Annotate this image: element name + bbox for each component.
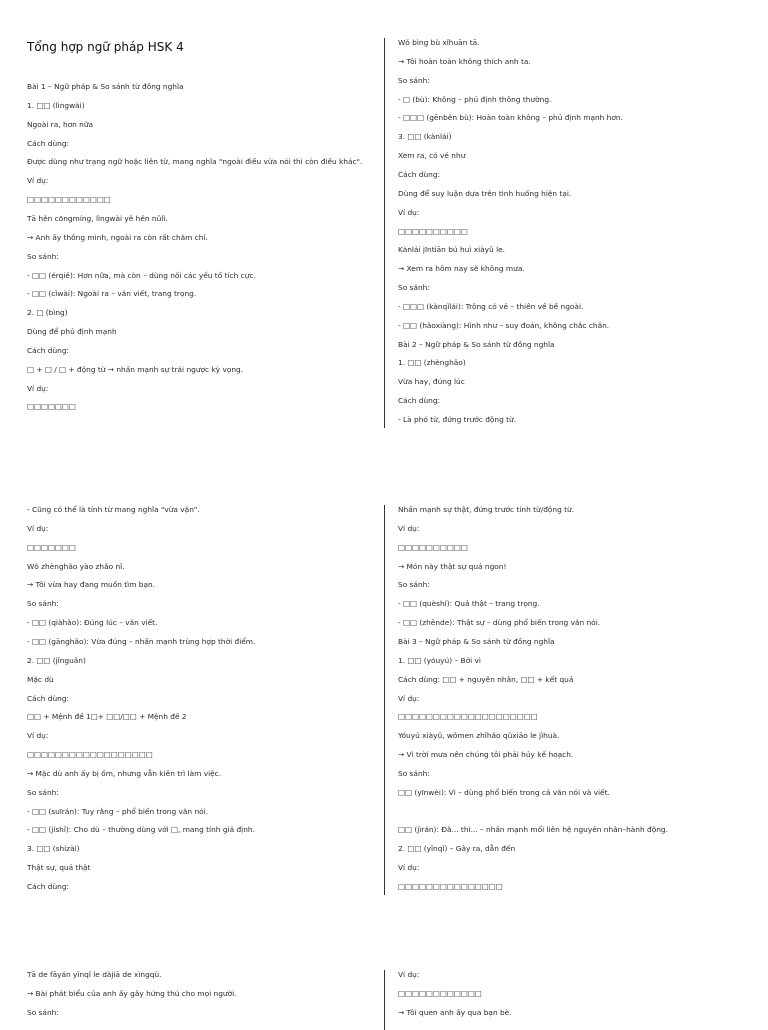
text-line: □□□□□□□□□□□□ xyxy=(27,195,111,205)
text-line: 3. □□ (kànlái) xyxy=(398,132,452,142)
text-line: → Anh ấy thông minh, ngoài ra còn rất chăm chỉ. xyxy=(27,232,208,242)
text-line: □□□□□□□ xyxy=(27,402,76,412)
text-line: - □□ (suīrán): Tuy rằng – phổ biến trong văn nói. xyxy=(27,806,209,816)
text-line: Tā hěn cōngmíng, lìngwài yě hěn nǔlì. xyxy=(27,213,168,223)
text-line: Vừa hay, đúng lúc xyxy=(398,377,465,387)
text-line: So sánh: xyxy=(398,75,430,85)
text-line: Ví dụ: xyxy=(27,731,49,741)
text-line: 3. □□ (shízài) xyxy=(27,844,80,854)
text-line: Ngoài ra, hơn nữa xyxy=(27,119,94,129)
text-line: Mặc dù xyxy=(27,674,54,684)
text-line: Cách dùng: □□ + nguyên nhân, □□ + kết quả xyxy=(398,674,574,684)
text-line: → Tôi hoàn toàn không thích anh ta. xyxy=(398,56,531,66)
text-line: Yóuyú xiàyǔ, wǒmen zhǐhǎo qǔxiāo le jìhuà. xyxy=(398,731,560,741)
text-line: → Mặc dù anh ấy bị ốm, nhưng vẫn kiên trì làm việc. xyxy=(27,768,222,778)
text-line: So sánh: xyxy=(27,1007,59,1017)
column-divider xyxy=(384,970,385,1030)
text-line: So sánh: xyxy=(27,251,59,261)
text-line: □□ (yīnwèi): Vì – dùng phổ biến trong cả văn nói và viết. xyxy=(398,787,610,797)
text-line: - □ (bù): Không – phủ định thông thường. xyxy=(398,94,552,104)
text-line: → Món này thật sự quá ngon! xyxy=(398,561,507,571)
text-line: □ + □ / □ + động từ → nhấn mạnh sự trái ngược kỳ vọng. xyxy=(27,364,244,374)
text-line: So sánh: xyxy=(398,768,430,778)
text-line: □□□□□□□□□□ xyxy=(398,542,468,552)
text-line: □□□□□□□□□□□□ xyxy=(398,988,482,998)
text-line: Cách dùng: xyxy=(398,169,441,179)
text-line: So sánh: xyxy=(398,283,430,293)
text-line: Ví dụ: xyxy=(398,693,420,703)
text-line: → Vì trời mưa nên chúng tôi phải hủy kế hoạch. xyxy=(398,750,574,760)
text-line: 2. □□ (jǐnguǎn) xyxy=(27,655,86,665)
text-line: Cách dùng: xyxy=(27,138,70,148)
column-divider xyxy=(384,38,385,428)
text-line: Ví dụ: xyxy=(398,970,420,979)
text-line: Ví dụ: xyxy=(398,523,420,533)
text-line: □□ + Mệnh đề 1□+ □□/□□ + Mệnh đề 2 xyxy=(27,712,187,722)
text-line: Kànlái jīntiān bú huì xiàyǔ le. xyxy=(398,245,506,255)
text-line: 1. □□ (yóuyú) – Bởi vì xyxy=(398,655,481,665)
text-line: Dùng để suy luận dựa trên tình huống hiện tại. xyxy=(398,188,572,198)
text-line: Bài 1 – Ngữ pháp & So sánh từ đồng nghĩa xyxy=(27,82,184,91)
text-line: - □□ (gānghǎo): Vừa đúng – nhấn mạnh trùng hợp thời điểm. xyxy=(27,636,256,646)
text-line: → Bài phát biểu của anh ấy gây hứng thú cho mọi người. xyxy=(27,988,237,998)
text-line: Bài 2 – Ngữ pháp & So sánh từ đồng nghĩa xyxy=(398,339,555,349)
document-title: Tổng hợp ngữ pháp HSK 4 xyxy=(27,40,184,54)
text-line: - □□ (qiàhǎo): Đúng lúc – văn viết. xyxy=(27,618,158,628)
text-line: □□□□□□□□□□ xyxy=(398,226,468,236)
text-line: 1. □□ (lìngwài) xyxy=(27,100,85,110)
text-line: - □□□ (gēnběn bù): Hoàn toàn không – phủ định mạnh hơn. xyxy=(398,113,623,123)
text-line: Cách dùng: xyxy=(27,693,70,703)
text-line: Thật sự, quả thật xyxy=(27,863,91,873)
text-line: Ví dụ: xyxy=(27,383,49,393)
text-line: Được dùng như trạng ngữ hoặc liên từ, mang nghĩa "ngoài điều vừa nói thì còn điều khác". xyxy=(27,157,363,167)
text-line: - □□ (jíshǐ): Cho dù – thường dùng với □, mang tính giả định. xyxy=(27,825,255,835)
column-divider xyxy=(384,505,385,895)
text-line: Ví dụ: xyxy=(398,863,420,873)
text-line: Xem ra, có vẻ như xyxy=(398,151,466,161)
text-line: So sánh: xyxy=(398,580,430,590)
text-line: □□□□□□□□□□□□□□□ xyxy=(398,882,503,891)
text-line: Cách dùng: xyxy=(27,882,70,891)
text-line: → Tôi vừa hay đang muốn tìm bạn. xyxy=(27,580,156,590)
text-line: Ví dụ: xyxy=(27,176,49,186)
text-line: - Cũng có thể là tính từ mang nghĩa "vừa vặn". xyxy=(27,505,200,514)
text-line: - □□□ (kànqǐlái): Trông có vẻ – thiên về bề ngoài. xyxy=(398,301,584,311)
text-line: Wǒ zhènghǎo yào zhǎo nǐ. xyxy=(27,561,125,571)
text-line: □□□□□□□□□□□□□□□□□□□□ xyxy=(398,712,538,722)
text-line: 1. □□ (zhènghǎo) xyxy=(398,358,466,368)
text-line: Tā de fāyán yǐnqǐ le dàjiā de xìngqù. xyxy=(27,970,162,979)
text-line: Cách dùng: xyxy=(27,345,70,355)
text-line: So sánh: xyxy=(27,787,59,797)
text-line: - □□ (cǐwài): Ngoài ra – văn viết, trang trọng. xyxy=(27,289,197,299)
text-line: → Tôi quen anh ấy qua bạn bè. xyxy=(398,1007,512,1017)
text-line: - Là phó từ, đứng trước động từ. xyxy=(398,415,517,424)
text-line: Wǒ bìng bù xǐhuān tā. xyxy=(398,38,480,47)
text-line: 2. □ (bìng) xyxy=(27,308,68,318)
text-line: 2. □□ (yǐnqǐ) – Gây ra, dẫn đến xyxy=(398,844,516,854)
text-line: Bài 3 – Ngữ pháp & So sánh từ đồng nghĩa xyxy=(398,636,555,646)
text-line: - □□ (érqiě): Hơn nữa, mà còn – dùng nối các yếu tố tích cực. xyxy=(27,270,256,280)
text-line: □□□□□□□ xyxy=(27,542,76,552)
text-line: □□ (jìrán): Đã... thì... – nhấn mạnh mối liên hệ nguyên nhân–hành động. xyxy=(398,825,668,835)
text-line: - □□ (quèshí): Quả thật – trang trọng. xyxy=(398,599,540,609)
text-line: - □□ (hǎoxiàng): Hình như – suy đoán, không chắc chắn. xyxy=(398,320,610,330)
text-line: Dùng để phủ định mạnh xyxy=(27,327,117,337)
text-line: Nhấn mạnh sự thật, đứng trước tính từ/động từ. xyxy=(398,505,575,514)
text-line: Ví dụ: xyxy=(398,207,420,217)
text-line: Cách dùng: xyxy=(398,396,441,406)
text-line: So sánh: xyxy=(27,599,59,609)
text-line: □□□□□□□□□□□□□□□□□□ xyxy=(27,750,153,760)
text-line: - □□ (zhēnde): Thật sự – dùng phổ biến trong văn nói. xyxy=(398,618,601,628)
text-line: Ví dụ: xyxy=(27,523,49,533)
text-line: → Xem ra hôm nay sẽ không mưa. xyxy=(398,264,525,274)
